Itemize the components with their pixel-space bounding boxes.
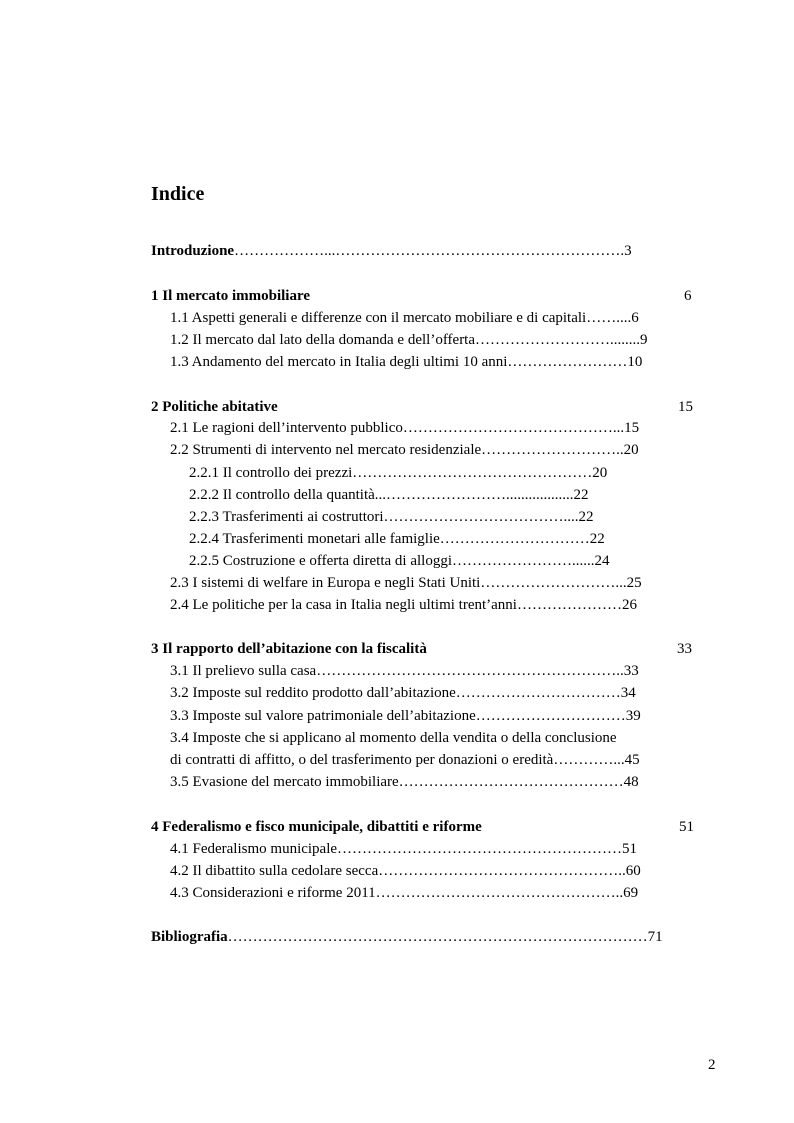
toc-entry-4-3: 4.3 Considerazioni e riforme 2011…………………………………………..69 bbox=[170, 885, 639, 901]
toc-entry-2-2-4: 2.2.4 Trasferimenti monetari alle famiglie…………………………22 bbox=[189, 531, 605, 547]
toc-entry-3-4: 3.4 Imposte che si applicano al momento della vendita o della conclusione bbox=[170, 730, 617, 746]
toc-chapter-2: 2 Politiche abitative bbox=[151, 399, 278, 415]
toc-entry-3-5: 3.5 Evasione del mercato immobiliare………………………………………48 bbox=[170, 774, 639, 790]
page-title: Indice bbox=[151, 183, 205, 205]
toc-entry-3-1: 3.1 Il prelievo sulla casa……………………………………………………..33 bbox=[170, 663, 639, 679]
toc-entry-2-2-5: 2.2.5 Costruzione e offerta diretta di alloggi……………………......24 bbox=[189, 553, 610, 569]
toc-chapter-4: 4 Federalismo e fisco municipale, dibattiti e riforme bbox=[151, 819, 482, 835]
toc-entry-2-3: 2.3 I sistemi di welfare in Europa e negli Stati Uniti………………………...25 bbox=[170, 575, 642, 591]
toc-chapter-4-page: 51 bbox=[679, 819, 694, 835]
page-number: 2 bbox=[708, 1057, 716, 1073]
toc-entry-2-2-3: 2.2.3 Trasferimenti ai costruttori………………………………....22 bbox=[189, 509, 594, 525]
toc-entry-2-4: 2.4 Le politiche per la casa in Italia negli ultimi trent’anni…………………26 bbox=[170, 597, 637, 613]
toc-chapter-2-page: 15 bbox=[678, 399, 693, 415]
toc-entry-2-1: 2.1 Le ragioni dell’intervento pubblico……………………………………...15 bbox=[170, 420, 640, 436]
toc-chapter-1: 1 Il mercato immobiliare bbox=[151, 288, 310, 304]
toc-entry-bibliografia bbox=[151, 928, 663, 946]
toc-chapter-3-page: 33 bbox=[677, 641, 692, 657]
toc-entry-leader: ………………...………………………………………………….3 bbox=[234, 243, 632, 259]
toc-entry-2-2-2: 2.2.2 Il controllo della quantità...……………………..................22 bbox=[189, 487, 589, 503]
toc-entry-1-3: 1.3 Andamento del mercato in Italia degli ultimi 10 anni……………………10 bbox=[170, 354, 643, 370]
toc-entry-3-2: 3.2 Imposte sul reddito prodotto dall’abitazione……………………………34 bbox=[170, 685, 636, 701]
toc-entry-leader: …………………………………………………………………………71 bbox=[227, 929, 663, 945]
toc-entry-label: Bibliografia bbox=[151, 929, 228, 945]
toc-entry-2-2-1: 2.2.1 Il controllo dei prezzi…………………………………………20 bbox=[189, 465, 608, 481]
toc-entry-label: Introduzione bbox=[151, 243, 235, 259]
toc-entry-3-4-cont: di contratti di affitto, o del trasferimento per donazioni o eredità…………...45 bbox=[170, 752, 640, 768]
toc-entry-1-2: 1.2 Il mercato dal lato della domanda e dell’offerta………………………........9 bbox=[170, 332, 648, 348]
toc-entry-3-3: 3.3 Imposte sul valore patrimoniale dell’abitazione…………………………39 bbox=[170, 708, 641, 724]
toc-chapter-1-page: 6 bbox=[684, 288, 692, 304]
toc-entry-4-2: 4.2 Il dibattito sulla cedolare secca…………………………………………..60 bbox=[170, 863, 641, 879]
toc-entry-introduzione bbox=[151, 242, 632, 260]
toc-entry-1-1: 1.1 Aspetti generali e differenze con il mercato mobiliare e di capitali……....6 bbox=[170, 310, 639, 326]
toc-entry-2-2: 2.2 Strumenti di intervento nel mercato residenziale………………………..20 bbox=[170, 442, 639, 458]
toc-entry-4-1: 4.1 Federalismo municipale…………………………………………………51 bbox=[170, 841, 638, 857]
toc-chapter-3: 3 Il rapporto dell’abitazione con la fiscalità bbox=[151, 641, 427, 657]
